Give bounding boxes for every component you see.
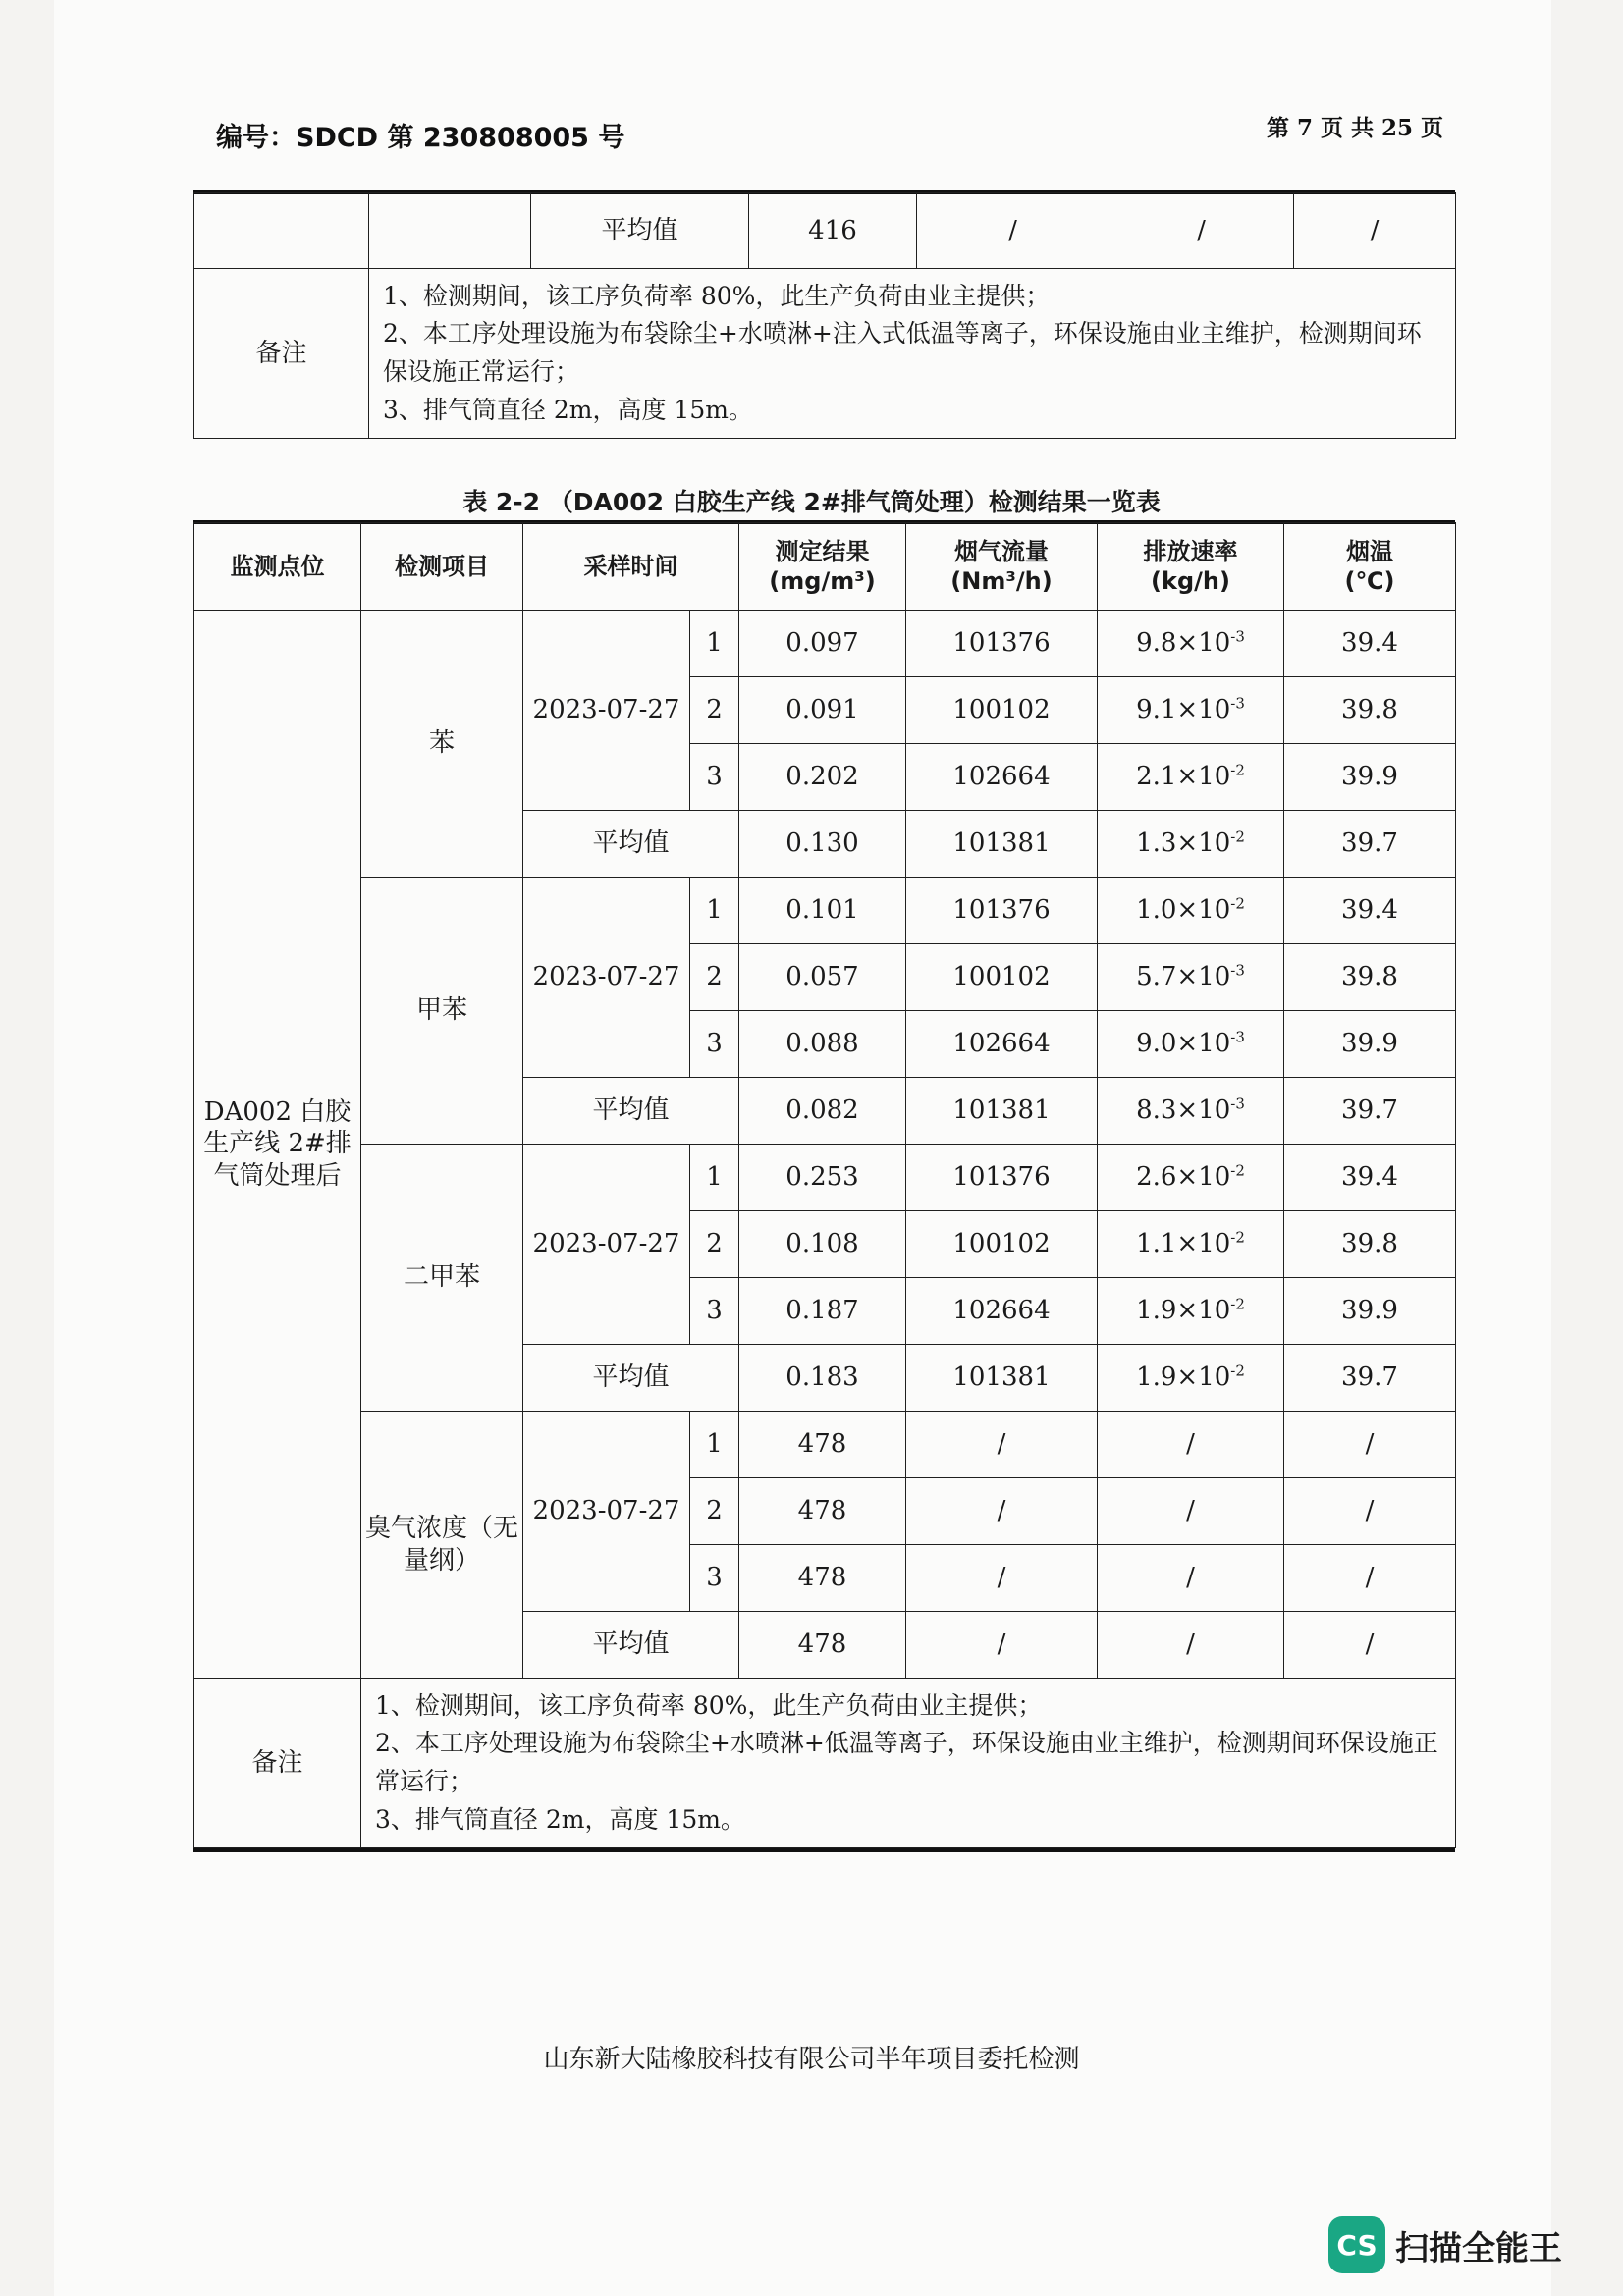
sample-date: 2023-07-27 <box>523 1412 690 1612</box>
header-flow: 烟气流量 (Nm³/h) <box>906 523 1098 611</box>
table-row <box>194 611 1456 677</box>
header-point: 监测点位 <box>194 523 361 611</box>
sample-date: 2023-07-27 <box>523 878 690 1078</box>
note-line: 3、排气筒直径 2m，高度 15m。 <box>375 1804 745 1834</box>
sample-number: 1 <box>690 611 739 677</box>
result-cell: 478 <box>739 1478 906 1545</box>
table2-bottom-rule <box>193 1848 1455 1852</box>
result-cell: 0.130 <box>739 811 906 878</box>
sample-number: 3 <box>690 1545 739 1612</box>
temp-cell: 39.8 <box>1284 1211 1456 1278</box>
rate-cell: $9.8\times 10^{-3}$ <box>1098 611 1284 677</box>
flow-cell: 101376 <box>906 1145 1098 1211</box>
rate-cell: $1.1\times 10^{-2}$ <box>1098 1211 1284 1278</box>
rate-cell: $1.0\times 10^{-2}$ <box>1098 878 1284 944</box>
avg-label: 平均值 <box>523 1612 739 1679</box>
temp-cell: / <box>1284 1545 1456 1612</box>
avg-cell: / <box>917 193 1109 269</box>
flow-cell: 100102 <box>906 944 1098 1011</box>
table-row-notes <box>194 1679 1456 1848</box>
avg-cell: / <box>1109 193 1294 269</box>
table-row <box>194 193 1456 269</box>
result-cell: 0.101 <box>739 878 906 944</box>
sample-date: 2023-07-27 <box>523 1145 690 1345</box>
avg-label: 平均值 <box>531 193 749 269</box>
header-time: 采样时间 <box>523 523 739 611</box>
flow-cell: / <box>906 1412 1098 1478</box>
header-result: 测定结果 (mg/m³) <box>739 523 906 611</box>
avg-label: 平均值 <box>523 811 739 878</box>
temp-cell: / <box>1284 1412 1456 1478</box>
footer-text: 山东新大陆橡胶科技有限公司半年项目委托检测 <box>543 2045 1080 2074</box>
table-cell <box>194 193 369 269</box>
result-cell: 478 <box>739 1545 906 1612</box>
note-label: 备注 <box>194 269 369 439</box>
temp-cell: / <box>1284 1478 1456 1545</box>
temp-cell: 39.4 <box>1284 878 1456 944</box>
avg-value: 416 <box>749 193 917 269</box>
rate-cell: $1.3\times 10^{-2}$ <box>1098 811 1284 878</box>
note-line: 2、本工序处理设施为布袋除尘+水喷淋+低温等离子，环保设施由业主维护，检测期间环保设施正常运行； <box>375 1729 1438 1795</box>
result-cell: 0.057 <box>739 944 906 1011</box>
header-rate: 排放速率 (kg/h) <box>1098 523 1284 611</box>
flow-cell: 101381 <box>906 811 1098 878</box>
sample-number: 1 <box>690 878 739 944</box>
temp-cell: 39.8 <box>1284 677 1456 744</box>
flow-cell: / <box>906 1545 1098 1612</box>
table-1-continuation <box>193 192 1456 439</box>
scanner-watermark <box>1328 2216 1562 2273</box>
flow-cell: 102664 <box>906 1011 1098 1078</box>
rate-cell: $5.7\times 10^{-3}$ <box>1098 944 1284 1011</box>
sample-number: 3 <box>690 1011 739 1078</box>
avg-cell: / <box>1294 193 1456 269</box>
temp-cell: / <box>1284 1612 1456 1679</box>
flow-cell: 101376 <box>906 611 1098 677</box>
avg-label: 平均值 <box>523 1078 739 1145</box>
flow-cell: 101376 <box>906 878 1098 944</box>
camscanner-logo-icon: CS <box>1328 2216 1385 2273</box>
result-cell: 478 <box>739 1412 906 1478</box>
test-item: 甲苯 <box>361 878 523 1145</box>
table-header-row <box>194 523 1456 611</box>
document-number: 编号：SDCD 第 230808005 号 <box>216 123 625 153</box>
flow-cell: 102664 <box>906 1278 1098 1345</box>
flow-cell: 102664 <box>906 744 1098 811</box>
notes-cell <box>369 269 1456 439</box>
page-indicator: 第 7 页 共 25 页 <box>1267 115 1444 141</box>
flow-cell: 101381 <box>906 1078 1098 1145</box>
flow-cell: 101381 <box>906 1345 1098 1412</box>
temp-cell: 39.7 <box>1284 811 1456 878</box>
result-cell: 0.091 <box>739 677 906 744</box>
test-item: 苯 <box>361 611 523 878</box>
rate-cell: / <box>1098 1412 1284 1478</box>
result-cell: 0.183 <box>739 1345 906 1412</box>
table-caption: 表 2-2 （DA002 白胶生产线 2#排气筒处理）检测结果一览表 <box>462 488 1161 516</box>
temp-cell: 39.8 <box>1284 944 1456 1011</box>
notes-cell <box>361 1679 1456 1848</box>
rate-cell: $8.3\times 10^{-3}$ <box>1098 1078 1284 1145</box>
temp-cell: 39.9 <box>1284 744 1456 811</box>
monitoring-point: DA002 白胶生产线 2#排气筒处理后 <box>194 611 361 1679</box>
temp-cell: 39.7 <box>1284 1078 1456 1145</box>
avg-label: 平均值 <box>523 1345 739 1412</box>
table-row <box>194 878 1456 944</box>
temp-cell: 39.4 <box>1284 1145 1456 1211</box>
rate-cell: $9.0\times 10^{-3}$ <box>1098 1011 1284 1078</box>
table-cell <box>369 193 531 269</box>
table-row <box>194 1412 1456 1478</box>
temp-cell: 39.4 <box>1284 611 1456 677</box>
result-cell: 0.088 <box>739 1011 906 1078</box>
rate-cell: $2.6\times 10^{-2}$ <box>1098 1145 1284 1211</box>
flow-cell: 100102 <box>906 677 1098 744</box>
sample-number: 2 <box>690 944 739 1011</box>
rate-cell: / <box>1098 1478 1284 1545</box>
sample-number: 3 <box>690 1278 739 1345</box>
result-cell: 0.253 <box>739 1145 906 1211</box>
rate-cell: $1.9\times 10^{-2}$ <box>1098 1345 1284 1412</box>
watermark-text: 扫描全能王 <box>1395 2228 1562 2269</box>
flow-cell: / <box>906 1478 1098 1545</box>
note-line: 3、排气筒直径 2m，高度 15m。 <box>383 395 753 424</box>
note-line: 1、检测期间，该工序负荷率 80%，此生产负荷由业主提供； <box>375 1690 1043 1720</box>
rate-cell: / <box>1098 1545 1284 1612</box>
sample-number: 2 <box>690 1211 739 1278</box>
rate-cell: $1.9\times 10^{-2}$ <box>1098 1278 1284 1345</box>
table-2-results <box>193 522 1456 1848</box>
flow-cell: 100102 <box>906 1211 1098 1278</box>
result-cell: 0.097 <box>739 611 906 677</box>
temp-cell: 39.9 <box>1284 1011 1456 1078</box>
sample-number: 1 <box>690 1145 739 1211</box>
note-label: 备注 <box>194 1679 361 1848</box>
sample-date: 2023-07-27 <box>523 611 690 811</box>
rate-cell: / <box>1098 1612 1284 1679</box>
rate-cell: $2.1\times 10^{-2}$ <box>1098 744 1284 811</box>
flow-cell: / <box>906 1612 1098 1679</box>
test-item: 二甲苯 <box>361 1145 523 1412</box>
table-row <box>194 269 1456 439</box>
header-temp: 烟温 (℃) <box>1284 523 1456 611</box>
result-cell: 0.108 <box>739 1211 906 1278</box>
sample-number: 2 <box>690 1478 739 1545</box>
result-cell: 0.187 <box>739 1278 906 1345</box>
result-cell: 0.082 <box>739 1078 906 1145</box>
test-item: 臭气浓度（无量纲） <box>361 1412 523 1679</box>
header-item: 检测项目 <box>361 523 523 611</box>
sample-number: 2 <box>690 677 739 744</box>
result-cell: 0.202 <box>739 744 906 811</box>
rate-cell: $9.1\times 10^{-3}$ <box>1098 677 1284 744</box>
note-line: 1、检测期间，该工序负荷率 80%，此生产负荷由业主提供； <box>383 281 1051 310</box>
result-cell: 478 <box>739 1612 906 1679</box>
sample-number: 3 <box>690 744 739 811</box>
temp-cell: 39.7 <box>1284 1345 1456 1412</box>
temp-cell: 39.9 <box>1284 1278 1456 1345</box>
sample-number: 1 <box>690 1412 739 1478</box>
table-row <box>194 1145 1456 1211</box>
note-line: 2、本工序处理设施为布袋除尘+水喷淋+注入式低温等离子，环保设施由业主维护，检测期间环保设施正常运行； <box>383 319 1422 386</box>
